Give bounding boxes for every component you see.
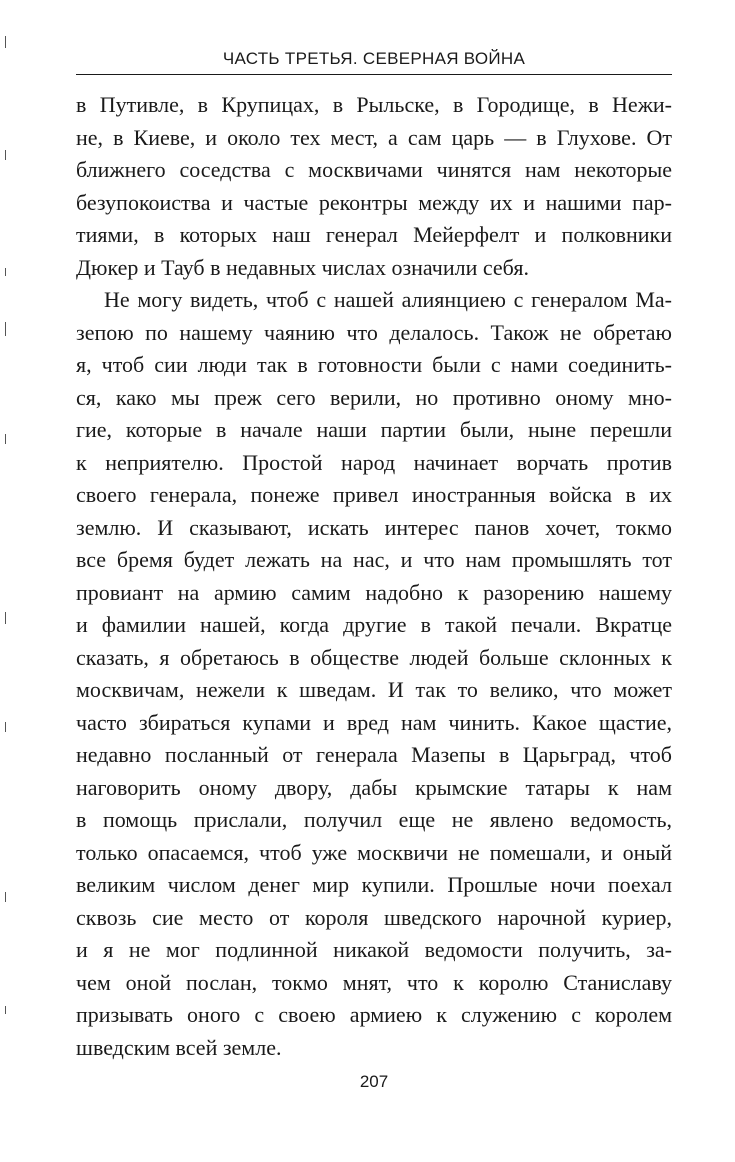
text-line: Не могу видеть, чтоб с нашей алиянциею с генералом Ма-	[104, 287, 672, 312]
text-line: не, в Киеве, и около тех мест, а сам царь — в Глухове. От	[76, 124, 672, 150]
page-number: 207	[359, 1072, 389, 1091]
text-line: сквозь сие место от короля шведского нарочной куриер,	[76, 904, 672, 930]
text-line: наговорить оному двору, дабы крымские татары к нам	[76, 774, 672, 800]
scan-artifact-mark	[5, 434, 6, 444]
text-line: Дюкер и Тауб в недавных числах означили себя.	[76, 254, 529, 280]
text-line: недавно посланный от генерала Мазепы в Царьград, чтоб	[76, 742, 672, 767]
text-line: призывать оного с своею армиею к служению с королем	[76, 1002, 672, 1027]
running-header: ЧАСТЬ ТРЕТЬЯ. СЕВЕРНАЯ ВОЙНА	[222, 49, 526, 68]
text-line: землю. И сказывают, искать интерес панов хочет, токмо	[76, 514, 672, 540]
scan-artifact-mark	[5, 892, 6, 902]
scan-artifact-mark	[5, 612, 6, 624]
scan-artifact-mark	[5, 150, 6, 160]
scan-artifact-mark	[5, 1006, 6, 1014]
text-line: тиями, в которых наш генерал Мейерфелт и полковники	[76, 222, 672, 247]
text-line: великим числом денег мир купили. Прошлые ночи поехал	[76, 872, 672, 897]
text-line: ближнего соседства с москвичами чинятся нам некоторые	[76, 157, 672, 182]
scan-artifact-mark	[5, 36, 6, 48]
scan-artifact-mark	[5, 322, 6, 336]
text-line: сказать, я обретаюсь в обществе людей больше склонных к	[76, 644, 672, 670]
text-line: чем оной послан, токмо мнят, что к королю Станиславу	[76, 969, 672, 995]
text-line: в Путивле, в Крупицах, в Рыльске, в Городище, в Нежи-	[76, 92, 672, 117]
text-line: и я не мог подлинной никакой ведомости получить, за-	[76, 937, 672, 962]
header-rule	[76, 74, 672, 75]
text-line: гие, которые в начале наши партии были, ныне перешли	[76, 417, 672, 442]
text-line: москвичам, нежели к шведам. И так то велико, что может	[76, 677, 672, 702]
text-line: и фамилии нашей, когда другие в такой печали. Вкратце	[76, 612, 672, 637]
text-line: шведским всей земле.	[76, 1034, 282, 1060]
text-line: все бремя будет лежать на нас, и что нам промышлять тот	[76, 547, 672, 572]
text-line: безупокоиства и частые реконтры между их и нашими пар-	[76, 189, 672, 215]
paragraph	[76, 89, 672, 284]
text-line: зепою по нашему чаянию что делалось. Також не обретаю	[76, 319, 672, 345]
scan-artifact-mark	[5, 268, 6, 276]
text-line: часто збираться купами и вред нам чинить. Какое щастие,	[76, 709, 672, 735]
paragraph	[76, 284, 672, 1064]
scan-artifact-mark	[5, 722, 6, 732]
text-line: в помощь прислали, получил еще не явлено ведомость,	[76, 807, 672, 832]
text-line: своего генерала, понеже привел иностранныя войска в их	[76, 482, 672, 507]
text-line: только опасаемся, чтоб уже москвичи не помешали, и оный	[76, 839, 672, 865]
text-line: ся, како мы преж сего верили, но противно оному мно-	[76, 384, 672, 410]
body-text	[76, 89, 672, 1064]
text-line: я, чтоб сии люди так в готовности были с нами соединить-	[76, 352, 672, 377]
text-line: к неприятелю. Простой народ начинает ворчать против	[76, 449, 672, 475]
text-line: провиант на армию самим надобно к разорению нашему	[76, 579, 672, 605]
